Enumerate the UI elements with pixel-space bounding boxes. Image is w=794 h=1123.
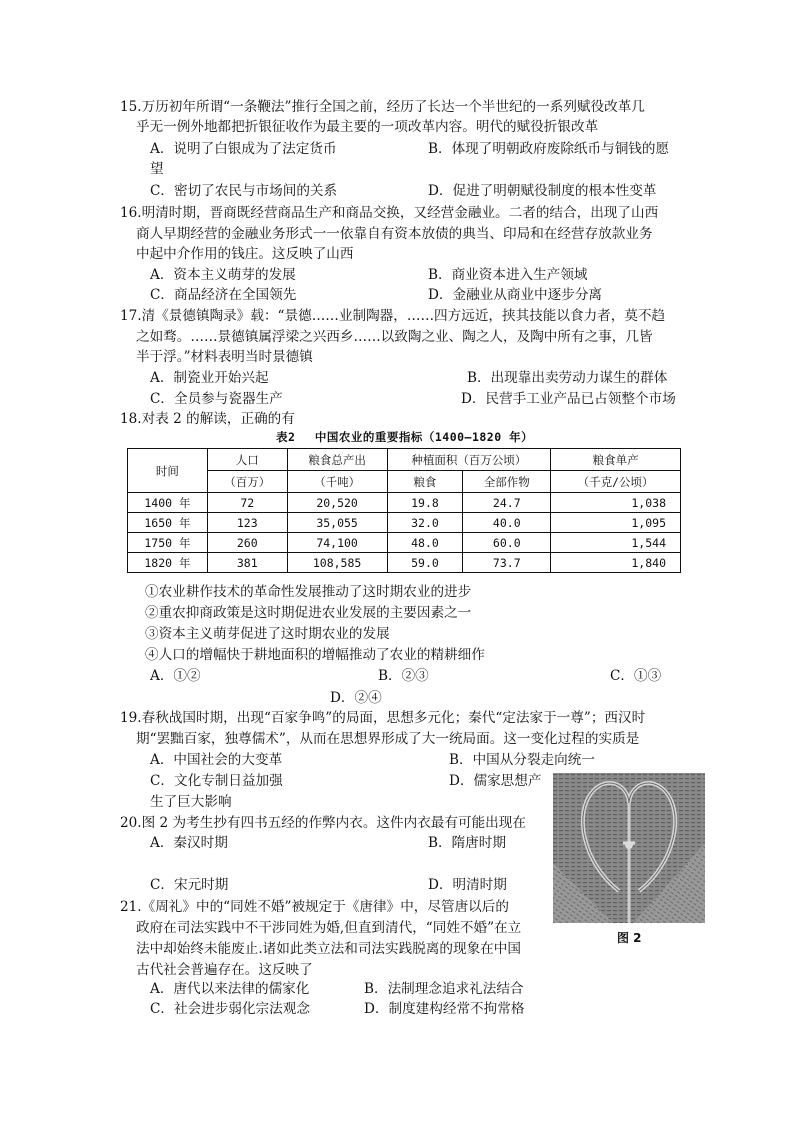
q19-option-d-cont: 生了巨大影响: [150, 794, 232, 810]
header-grain-output: 粮食总产出: [287, 449, 387, 471]
q16-option-d: D．金融业从商业中逐步分离: [428, 287, 603, 303]
q18-statement-1: ①农业耕作技术的革命性发展推动了这时期农业的进步: [145, 584, 472, 600]
cell-year: 1650 年: [128, 513, 208, 533]
q19-stem-line1: 19.春秋战国时期，出现“百家争鸣”的局面，思想多元化；秦代“定法家于一尊”；西汉时: [120, 710, 646, 726]
cell-yield: 1,840: [551, 553, 681, 573]
q21-option-c: C．社会进步弱化宗法观念: [150, 1001, 310, 1017]
cell-population: 381: [207, 553, 287, 573]
q19-option-b: B．中国从分裂走向统一: [449, 752, 595, 768]
cell-population: 72: [207, 493, 287, 513]
header-time: 时间: [128, 449, 208, 493]
q16-option-c: C．商品经济在全国领先: [150, 287, 297, 303]
q15-option-d: D．促进了明朝赋役制度的根本性变革: [428, 183, 657, 199]
q15-option-c: C．密切了农民与市场间的关系: [150, 183, 338, 199]
q16-option-b: B．商业资本进入生产领域: [428, 267, 588, 283]
q20-option-b: B．隋唐时期: [428, 835, 506, 851]
cell-area-grain: 19.8: [387, 493, 463, 513]
table-row: [128, 513, 681, 533]
table-row: [128, 493, 681, 513]
cell-grain-output: 35,055: [287, 513, 387, 533]
header-area-all-crops: 全部作物: [463, 471, 551, 493]
q18-option-b: B．②③: [378, 668, 429, 684]
cell-area-all: 40.0: [463, 513, 551, 533]
q17-option-a: A．制瓷业开始兴起: [150, 370, 269, 386]
cell-grain-output: 108,585: [287, 553, 387, 573]
q18-statement-2: ②重农抑商政策是这时期促进农业发展的主要因素之一: [145, 605, 472, 621]
cell-area-all: 24.7: [463, 493, 551, 513]
cell-area-grain: 32.0: [387, 513, 463, 533]
q17-stem-line3: 半于浮。”材料表明当时景德镇: [136, 349, 313, 365]
q18-option-d: D．②④: [330, 690, 382, 706]
q17-option-b: B．出现靠出卖劳动力谋生的群体: [467, 370, 668, 386]
q19-option-a: A．中国社会的大变革: [150, 752, 283, 768]
q19-option-d: D．儒家思想产: [449, 773, 542, 789]
q18-statement-3: ③资本主义萌芽促进了这时期农业的发展: [145, 626, 390, 642]
q20-option-d: D．明清时期: [428, 877, 507, 893]
q15-option-b-cont: 望: [150, 161, 164, 177]
q20-option-c: C．宋元时期: [150, 877, 229, 893]
cell-area-grain: 48.0: [387, 533, 463, 553]
q15-option-b: B．体现了明朝政府废除纸币与铜钱的愿: [428, 141, 670, 157]
cell-yield: 1,544: [551, 533, 681, 553]
table-title: 表2 中国农业的重要指标（1400—1820 年）: [276, 430, 534, 444]
q15-stem-line2: 乎无一例外地都把折银征收作为最主要的一项改革内容。明代的赋役折银改革: [136, 119, 599, 135]
q17-stem-line1: 17.清《景德镇陶录》载：“景德……业制陶器，……四方远近，挟其技能以食力者，莫不趋: [120, 308, 666, 324]
q18-option-c: C．①③: [610, 668, 662, 684]
header-yield: 粮食单产: [551, 449, 681, 471]
header-area-grain: 粮食: [387, 471, 463, 493]
q21-stem-line2: 政府在司法实践中不干涉同姓为婚,但直到清代，“同姓不婚”在立: [136, 920, 522, 936]
table-row: [128, 533, 681, 553]
q16-option-a: A．资本主义萌芽的发展: [150, 267, 296, 283]
header-planted-area: 种植面积（百万公顷）: [387, 449, 551, 471]
q18-statement-4: ④人口的增幅快于耕地面积的增幅推动了农业的精耕细作: [145, 647, 485, 663]
cell-area-all: 60.0: [463, 533, 551, 553]
q16-stem-line3: 中起中介作用的钱庄。这反映了山西: [136, 246, 354, 262]
q21-option-b: B．法制理念追求礼法结合: [364, 981, 524, 997]
q16-stem-line2: 商人早期经营的金融业务形式一一依靠自有资本放债的典当、印局和在经营存放款业务: [136, 226, 653, 242]
q19-option-c: C．文化专制日益加强: [150, 773, 283, 789]
cheating-undershirt-photo: [553, 773, 705, 923]
cell-year: 1820 年: [128, 553, 208, 573]
q16-stem-line1: 16.明清时期，晋商既经营商品生产和商品交换，又经营金融业。二者的结合，出现了山西: [120, 205, 659, 221]
header-yield-unit: （千克/公顷）: [551, 471, 681, 493]
q20-option-a: A．秦汉时期: [150, 835, 228, 851]
cell-population: 260: [207, 533, 287, 553]
q19-stem-line2: 期“罢黜百家，独尊儒术”，从而在思想界形成了大一统局面。这一变化过程的实质是: [136, 731, 640, 747]
q21-stem-line4: 古代社会普遍存在。这反映了: [136, 962, 313, 978]
q15-option-a: A．说明了白银成为了法定货币: [150, 141, 337, 157]
cell-grain-output: 20,520: [287, 493, 387, 513]
q17-option-d: D．民营手工业产品已占领整个市场: [461, 391, 676, 407]
table-row: [128, 553, 681, 573]
q21-option-d: D．制度建构经常不拘常格: [364, 1001, 525, 1017]
cell-area-grain: 59.0: [387, 553, 463, 573]
cell-population: 123: [207, 513, 287, 533]
q21-stem-line1: 21.《周礼》中的“同姓不婚”被规定于《唐律》中，尽管唐以后的: [120, 899, 509, 915]
cell-yield: 1,038: [551, 493, 681, 513]
q17-option-c: C．全员参与瓷器生产: [150, 391, 283, 407]
cell-area-all: 73.7: [463, 553, 551, 573]
q21-option-a: A．唐代以来法律的儒家化: [150, 981, 310, 997]
cell-yield: 1,095: [551, 513, 681, 533]
q15-stem-line1: 15.万历初年所谓“一条鞭法”推行全国之前，经历了长达一个半世纪的一系列赋役改革几: [120, 99, 645, 115]
q17-stem-line2: 之如骛。……景德镇属浮梁之兴西乡……以致陶之业、陶之人，及陶中所有之事，几皆: [136, 329, 653, 345]
q21-stem-line3: 法中却始终未能废止.诸如此类立法和司法实践脱离的现象在中国: [136, 941, 521, 957]
header-grain-output-unit: （千吨）: [287, 471, 387, 493]
photo-graphic: [553, 773, 705, 923]
header-population-unit: （百万）: [207, 471, 287, 493]
cell-year: 1750 年: [128, 533, 208, 553]
cell-grain-output: 74,100: [287, 533, 387, 553]
figure-2-caption: 图 2: [617, 931, 642, 945]
q20-stem: 20.图 2 为考生抄有四书五经的作弊内衣。这件内衣最有可能出现在: [120, 815, 526, 831]
cell-year: 1400 年: [128, 493, 208, 513]
q18-option-a: A．①②: [150, 668, 201, 684]
q18-stem: 18.对表 2 的解读，正确的有: [120, 411, 295, 427]
agriculture-table: [127, 448, 681, 573]
header-population: 人口: [207, 449, 287, 471]
